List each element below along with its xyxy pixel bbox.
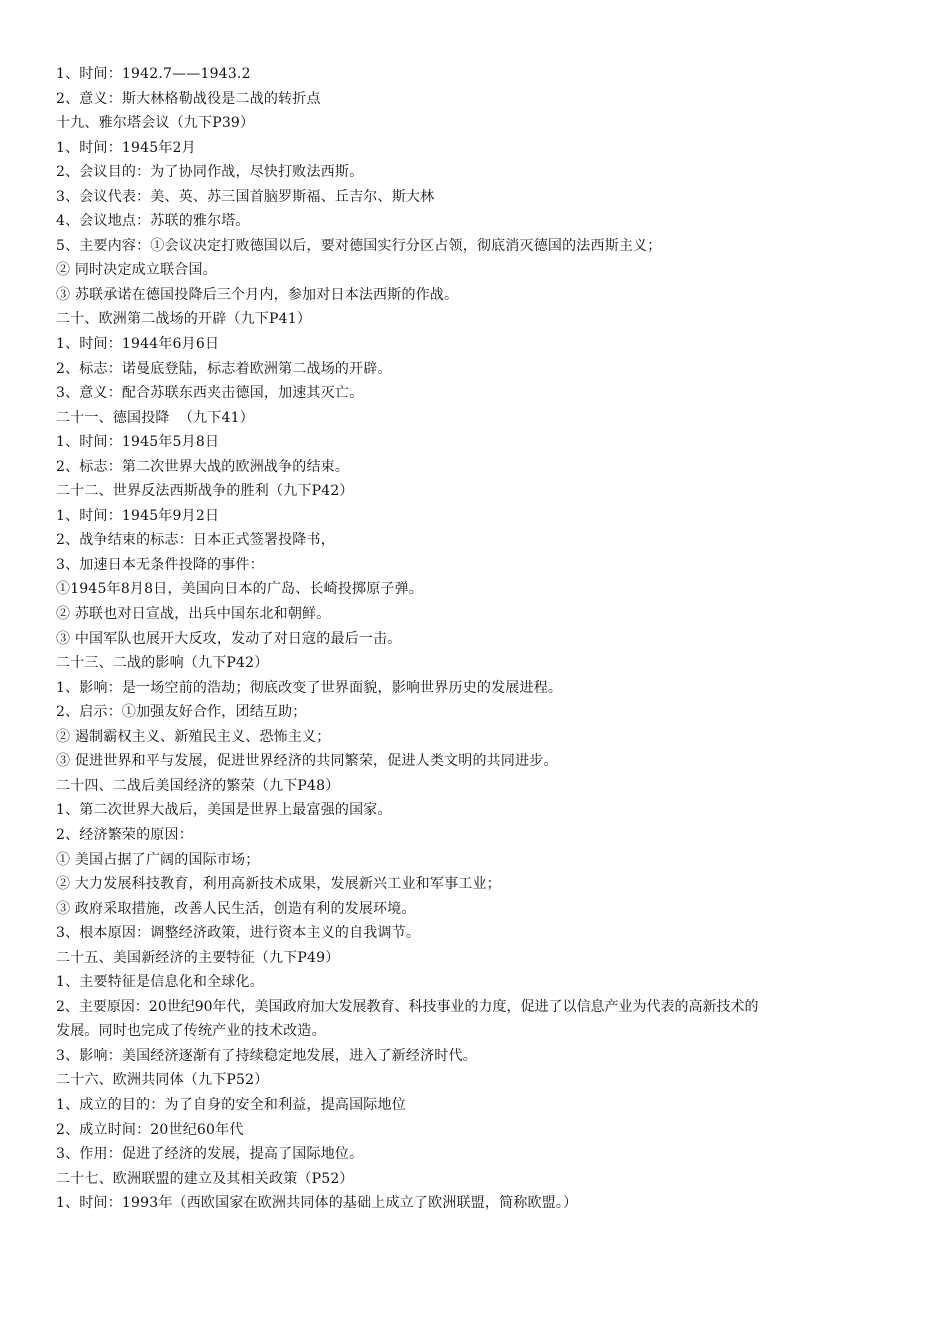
text-line: 3、会议代表：美、英、苏三国首脑罗斯福、丘吉尔、斯大林	[56, 188, 435, 205]
text-line: 1、影响：是一场空前的浩劫；彻底改变了世界面貌，影响世界历史的发展进程。	[56, 679, 563, 696]
text-line: ③ 中国军队也展开大反攻，发动了对日寇的最后一击。	[56, 630, 402, 647]
text-line: 1、时间：1945年2月	[56, 139, 196, 156]
text-line: 2、成立时间：20世纪60年代	[56, 1121, 244, 1138]
section-heading: 二十七、欧洲联盟的建立及其相关政策（P52）	[56, 1170, 354, 1187]
document-page	[56, 62, 906, 1216]
text-line: 1、时间：1945年9月2日	[56, 507, 220, 524]
text-line: ① 美国占据了广阔的国际市场；	[56, 851, 260, 868]
text-line: 1、时间：1944年6月6日	[56, 336, 220, 353]
text-line: 2、主要原因：20世纪90年代，美国政府加大发展教育、科技事业的力度，促进了以信息产业为代表的高新技术的	[56, 998, 759, 1015]
section-heading: 二十一、德国投降 （九下41）	[56, 409, 254, 426]
text-line: ③ 促进世界和平与发展，促进世界经济的共同繁荣，促进人类文明的共同进步。	[56, 753, 558, 770]
text-line: 2、标志：第二次世界大战的欧洲战争的结束。	[56, 458, 350, 475]
text-line: 1、时间：1945年5月8日	[56, 434, 220, 451]
text-line: 1、成立的目的：为了自身的安全和利益，提高国际地位	[56, 1096, 406, 1113]
text-line: 5、主要内容：①会议决定打败德国以后，要对德国实行分区占领，彻底消灭德国的法西斯主义；	[56, 237, 662, 254]
text-line: ② 苏联也对日宣战，出兵中国东北和朝鲜。	[56, 606, 331, 623]
text-line: 3、根本原因：调整经济政策，进行资本主义的自我调节。	[56, 925, 421, 942]
text-line: ② 遏制霸权主义、新殖民主义、恐怖主义；	[56, 728, 331, 745]
text-line: ①1945年8月8日，美国向日本的广岛、长崎投掷原子弹。	[56, 581, 424, 598]
text-line: 2、启示：①加强友好合作，团结互助；	[56, 704, 307, 721]
text-line: 1、主要特征是信息化和全球化。	[56, 974, 264, 991]
text-line: 3、作用：促进了经济的发展，提高了国际地位。	[56, 1146, 364, 1163]
text-line: ③ 苏联承诺在德国投降后三个月内，参加对日本法西斯的作战。	[56, 286, 459, 303]
section-heading: 二十六、欧洲共同体（九下P52）	[56, 1072, 269, 1089]
text-line: 3、加速日本无条件投降的事件：	[56, 556, 264, 573]
text-line: 发展。同时也完成了传统产业的技术改造。	[56, 1023, 326, 1040]
text-line: ② 同时决定成立联合国。	[56, 262, 217, 279]
text-line: 1、第二次世界大战后，美国是世界上最富强的国家。	[56, 802, 392, 819]
section-heading: 二十、欧洲第二战场的开辟（九下P41）	[56, 311, 312, 328]
text-line: ② 大力发展科技教育，利用高新技术成果，发展新兴工业和军事工业；	[56, 876, 501, 893]
section-heading: 二十五、美国新经济的主要特征（九下P49）	[56, 949, 340, 966]
text-line: 2、标志：诺曼底登陆，标志着欧洲第二战场的开辟。	[56, 360, 392, 377]
section-heading: 二十三、二战的影响（九下P42）	[56, 655, 269, 672]
section-heading: 二十四、二战后美国经济的繁荣（九下P48）	[56, 777, 340, 794]
section-heading: 十九、雅尔塔会议（九下P39）	[56, 115, 255, 132]
text-line: 2、意义：斯大林格勒战役是二战的转折点	[56, 90, 321, 107]
text-line: 2、战争结束的标志：日本正式签署投降书，	[56, 532, 335, 549]
text-line: 3、影响：美国经济逐渐有了持续稳定地发展，进入了新经济时代。	[56, 1047, 477, 1064]
text-line: 1、时间：1993年（西欧国家在欧洲共同体的基础上成立了欧洲联盟，简称欧盟。）	[56, 1195, 578, 1212]
text-line: 4、会议地点：苏联的雅尔塔。	[56, 213, 250, 230]
text-line: 2、经济繁荣的原因：	[56, 826, 193, 843]
text-line: 3、意义：配合苏联东西夹击德国，加速其灭亡。	[56, 385, 364, 402]
text-line: 1、时间：1942.7——1943.2	[56, 66, 251, 82]
text-line: 2、会议目的：为了协同作战，尽快打败法西斯。	[56, 164, 364, 181]
text-line: ③ 政府采取措施，改善人民生活，创造有利的发展环境。	[56, 900, 416, 917]
section-heading: 二十二、世界反法西斯战争的胜利（九下P42）	[56, 483, 354, 500]
